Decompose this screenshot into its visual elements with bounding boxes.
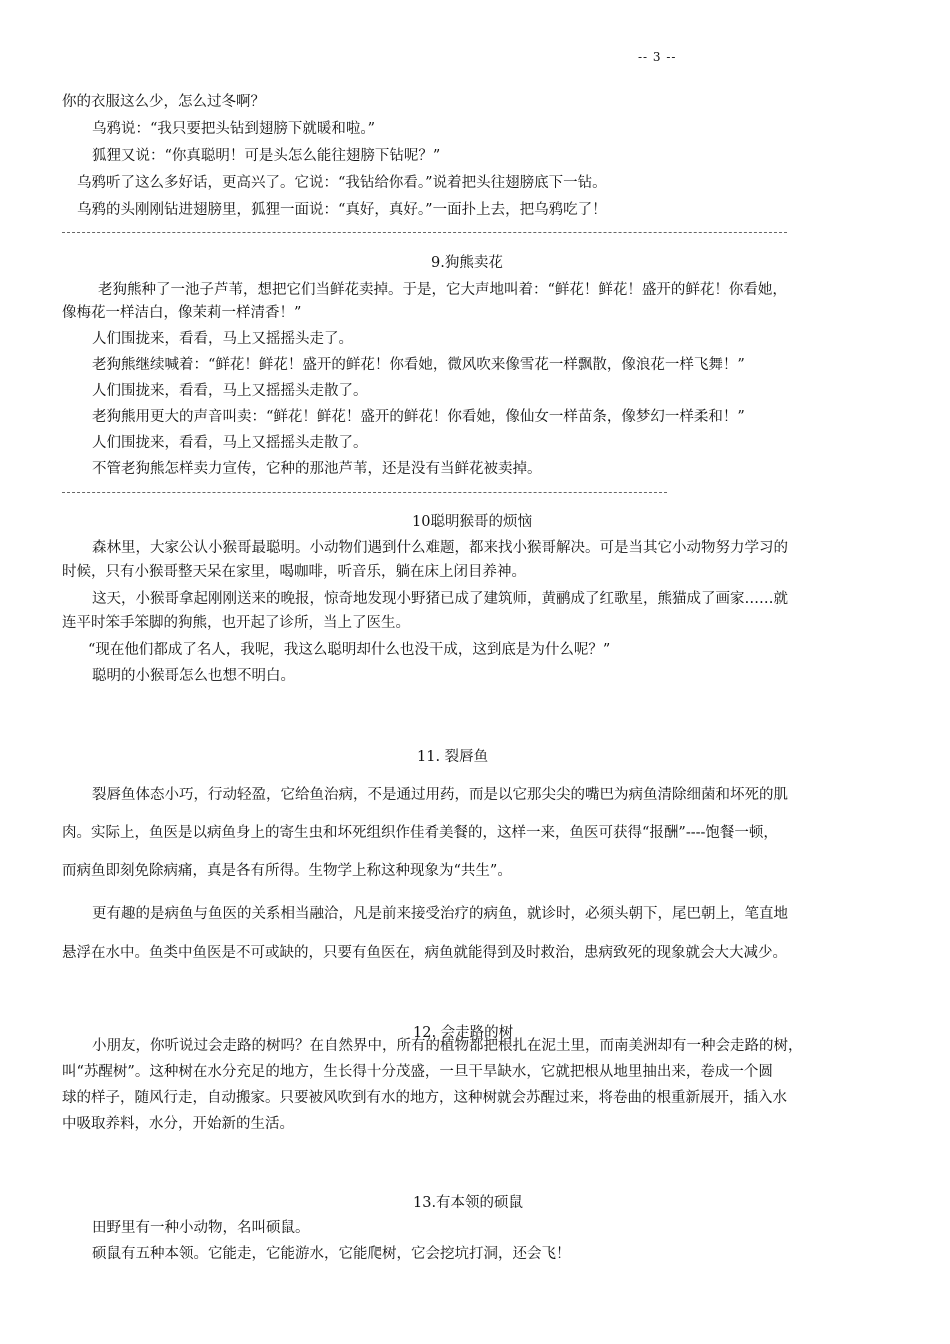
text-line: 乌鸦的头刚刚钻进翅膀里，狐狸一面说：“真好，真好。”一面扑上去，把乌鸦吃了！ [77, 202, 607, 218]
text-line: 人们围拢来，看看，马上又摇摇头走了。 [92, 331, 353, 347]
text-line: 乌鸦说：“我只要把头钻到翅膀下就暖和啦。” [92, 121, 376, 137]
text-line: 叫“苏醒树”。这种树在水分充足的地方，生长得十分茂盛，一旦干旱缺水，它就把根从地里抽出来，卷成一个圆 [62, 1064, 773, 1080]
text-line: 硕鼠有五种本领。它能走，它能游水，它能爬树，它会挖坑打洞，还会飞！ [92, 1246, 571, 1262]
text-line: 老狗熊用更大的声音叫卖：“鲜花！鲜花！盛开的鲜花！你看她，像仙女一样苗条，像梦幻一样柔和！” [92, 409, 745, 425]
text-line: 老狗熊种了一池子芦苇，想把它们当鲜花卖掉。于是，它大声地叫着：“鲜花！鲜花！盛开的鲜花！你看她， [98, 282, 787, 298]
text-line: 田野里有一种小动物，名叫硕鼠。 [92, 1220, 310, 1236]
text-line: 聪明的小猴哥怎么也想不明白。 [92, 668, 295, 684]
dashed-separator [62, 232, 787, 233]
text-line: 人们围拢来，看看，马上又摇摇头走散了。 [92, 383, 368, 399]
text-line: 森林里，大家公认小猴哥最聪明。小动物们遇到什么难题，都来找小猴哥解决。可是当其它小动物努力学习的 [92, 540, 788, 556]
text-line: 你的衣服这么少，怎么过冬啊？ [62, 94, 265, 110]
text-line: 更有趣的是病鱼与鱼医的关系相当融洽，凡是前来接受治疗的病鱼，就诊时，必须头朝下，尾巴朝上，笔直地 [92, 906, 788, 922]
story-title: 9.狗熊卖花 [431, 255, 503, 271]
text-line: 这天，小猴哥拿起刚刚送来的晚报，惊奇地发现小野猪已成了建筑师，黄鹂成了红歌星，熊猫成了画家……就 [92, 591, 788, 607]
text-line: 肉。实际上，鱼医是以病鱼身上的寄生虫和坏死组织作佳肴美餐的，这样一来，鱼医可获得“报酬”----饱餐一顿， [62, 825, 778, 841]
text-line: 而病鱼即刻免除病痛，真是各有所得。生物学上称这种现象为“共生”。 [62, 863, 512, 879]
text-line: “现在他们都成了名人，我呢，我这么聪明却什么也没干成，这到底是为什么呢？” [88, 642, 611, 658]
text-line: 裂唇鱼体态小巧，行动轻盈，它给鱼治病，不是通过用药，而是以它那尖尖的嘴巴为病鱼清除细菌和坏死的肌 [92, 787, 788, 803]
text-line: 老狗熊继续喊着：“鲜花！鲜花！盛开的鲜花！你看她，微风吹来像雪花一样飘散，像浪花一样飞舞！” [92, 357, 745, 373]
text-line: 乌鸦听了这么多好话，更高兴了。它说：“我钻给你看。”说着把头往翅膀底下一钻。 [77, 175, 607, 191]
text-line: 不管老狗熊怎样卖力宣传，它种的那池芦苇，还是没有当鲜花被卖掉。 [92, 461, 542, 477]
story-title: 12. 会走路的树 [413, 1025, 514, 1041]
dashed-separator [62, 492, 667, 493]
story-title: 13.有本领的硕鼠 [413, 1195, 524, 1211]
text-line: 连平时笨手笨脚的狗熊，也开起了诊所，当上了医生。 [62, 615, 410, 631]
text-line: 中吸取养料，水分，开始新的生活。 [62, 1116, 294, 1132]
page-number: -- 3 -- [638, 50, 677, 64]
story-title: 11. 裂唇鱼 [417, 749, 489, 765]
text-line: 小朋友，你听说过会走路的树吗？在自然界中，所有的植物都把根扎在泥土里，而南美洲却有一种会走路的树， [92, 1038, 803, 1054]
text-line: 球的样子，随风行走，自动搬家。只要被风吹到有水的地方，这种树就会苏醒过来，将卷曲的根重新展开，插入水 [62, 1090, 787, 1106]
text-line: 像梅花一样洁白，像茉莉一样清香！” [62, 305, 302, 321]
text-line: 狐狸又说：“你真聪明！可是头怎么能往翅膀下钻呢？” [92, 148, 441, 164]
story-title: 10聪明猴哥的烦恼 [412, 514, 532, 530]
text-line: 时候，只有小猴哥整天呆在家里，喝咖啡，听音乐，躺在床上闭目养神。 [62, 564, 526, 580]
text-line: 悬浮在水中。鱼类中鱼医是不可或缺的，只要有鱼医在，病鱼就能得到及时救治，患病致死的现象就会大大减少。 [62, 945, 787, 961]
text-line: 人们围拢来，看看，马上又摇摇头走散了。 [92, 435, 368, 451]
